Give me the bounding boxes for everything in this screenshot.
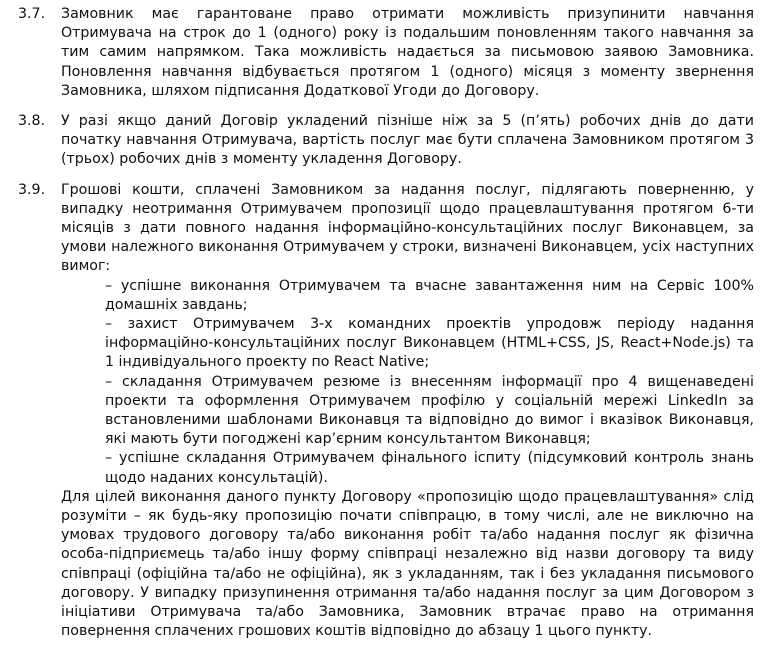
clause-number: 3.8. (18, 113, 46, 130)
requirement-item: – успішне складання Отримувачем фінального іспиту (підсумковий контроль знань щодо наданих консультацій). (105, 450, 754, 486)
clause-body (61, 181, 754, 642)
clause-body (61, 112, 754, 170)
clause-text: Замовник має гарантоване право отримати можливість призупинити навчання Отримувача на строк до 1 (одного) року із подальшим поновленням такого навчання за тим самим напрямком. Така можливість надається за письмовою заявою Замовника. Поновлення навчання відбувається протягом 1 (одного) місяця з моменту звернення Замовника, шляхом підписання Додаткової Угоди до Договору. (61, 6, 754, 99)
clause-text: У разі якщо даний Договір укладений пізніше ніж за 5 (п’ять) робочих днів до дати початку навчання Отримувача, вартість послуг має бути сплачена Замовником протягом 3 (трьох) робочих днів з моменту укладення Договору. (61, 113, 754, 168)
clause-body (61, 5, 754, 101)
requirement-item: – захист Отримувачем 3-х командних проектів упродовж періоду надання інформаційно-консультаційних послуг Виконавцем (HTML+CSS, JS, React+Node.js) та 1 індивідуального проекту по React Native; (105, 316, 754, 371)
clause-intro: Грошові кошти, сплачені Замовником за надання послуг, підлягають поверненню, у випадку неотримання Отримувачем пропозиції щодо працевлаштування протягом 6-ти місяців з дати повного надання інформаційно-консультаційних послуг Виконавцем, за умови належного виконання Отримувачем у строки, визначені Виконавцем, усіх наступних вимог: (61, 181, 754, 275)
requirement-item: – успішне виконання Отримувачем та вчасне завантаження ним на Сервіс 100% домашніх завдань; (105, 277, 754, 313)
clause-number: 3.9. (18, 181, 46, 198)
clause-closing: Для цілей виконання даного пункту Договору «пропозицію щодо працевлаштування» слід розуміти – як будь-яку пропозицію почати співпрацю, в тому числі, але не виключно на умовах трудового договору та/або виконання робіт та/або надання послуг як фізична особа-підприємець та/або іншу форму співпраці незалежно від назви договору та виду співпраці (офіційна та/або не офіційна), як з укладанням, так і без укладання письмового договору. У випадку призупинення отримання та/або надання послуг за цим Договором з ініціативи Отримувача та/або Замовника, Замовник втрачає право на отримання повернення сплачених грошових коштів відповідно до абзацу 1 цього пункту. (61, 488, 754, 640)
clause-3-9 (18, 181, 754, 642)
clause-3-8 (18, 112, 754, 170)
requirements-list (61, 277, 754, 488)
requirement-item: – складання Отримувачем резюме із внесенням інформації про 4 вищенаведені проекти та оформлення Отримувачем профілю у соціальній мережі LinkedIn за встановленими шаблонами Виконавця та відповідно до вимог і вказівок Виконавця, які мають бути погоджені кар’єрним консультантом Виконавця; (105, 373, 754, 448)
clause-number: 3.7. (18, 6, 46, 22)
clause-3-7 (18, 5, 754, 101)
